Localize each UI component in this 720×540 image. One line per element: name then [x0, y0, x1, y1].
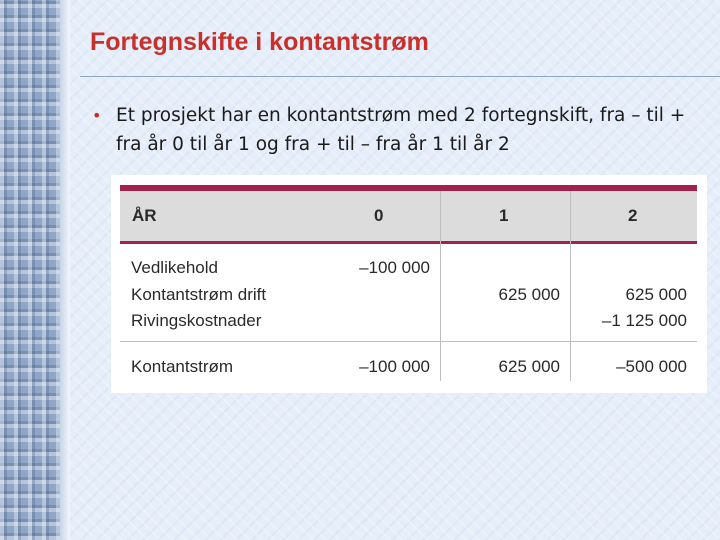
cell-vedlikehold-y0: –100 000 — [359, 258, 430, 277]
title-divider — [80, 76, 720, 77]
header-year: ÅR — [132, 206, 157, 225]
row-label-riving: Rivingskostnader — [131, 311, 262, 330]
row-label-vedlikehold: Vedlikehold — [131, 258, 218, 277]
cell-total-y1: 625 000 — [498, 357, 560, 376]
header-year-0: 0 — [374, 206, 384, 225]
cell-riving-y2: –1 125 000 — [601, 311, 687, 330]
header-year-2: 2 — [628, 206, 638, 225]
cell-total-y0: –100 000 — [359, 357, 430, 376]
column-divider — [440, 191, 441, 381]
decorative-side-strip — [0, 0, 70, 540]
column-divider — [570, 191, 571, 381]
cell-total-y2: –500 000 — [616, 357, 687, 376]
cell-drift-y1: 625 000 — [498, 285, 560, 304]
bullet-text: Et prosjekt har en kontantstrøm med 2 fortegnskift, fra – til + fra år 0 til år 1 og fra + til – fra år 1 til år 2 — [116, 105, 686, 155]
row-label-total: Kontantstrøm — [131, 357, 234, 376]
bullet-icon: • — [92, 106, 102, 125]
total-divider — [120, 341, 697, 342]
row-label-drift: Kontantstrøm drift — [131, 285, 267, 304]
table-header-row — [120, 191, 697, 244]
bullet-point — [94, 101, 704, 159]
cell-drift-y2: 625 000 — [625, 285, 687, 304]
slide-title: Fortegnskifte i kontantstrøm — [90, 28, 429, 56]
header-year-1: 1 — [499, 206, 509, 225]
cashflow-table — [111, 175, 707, 393]
